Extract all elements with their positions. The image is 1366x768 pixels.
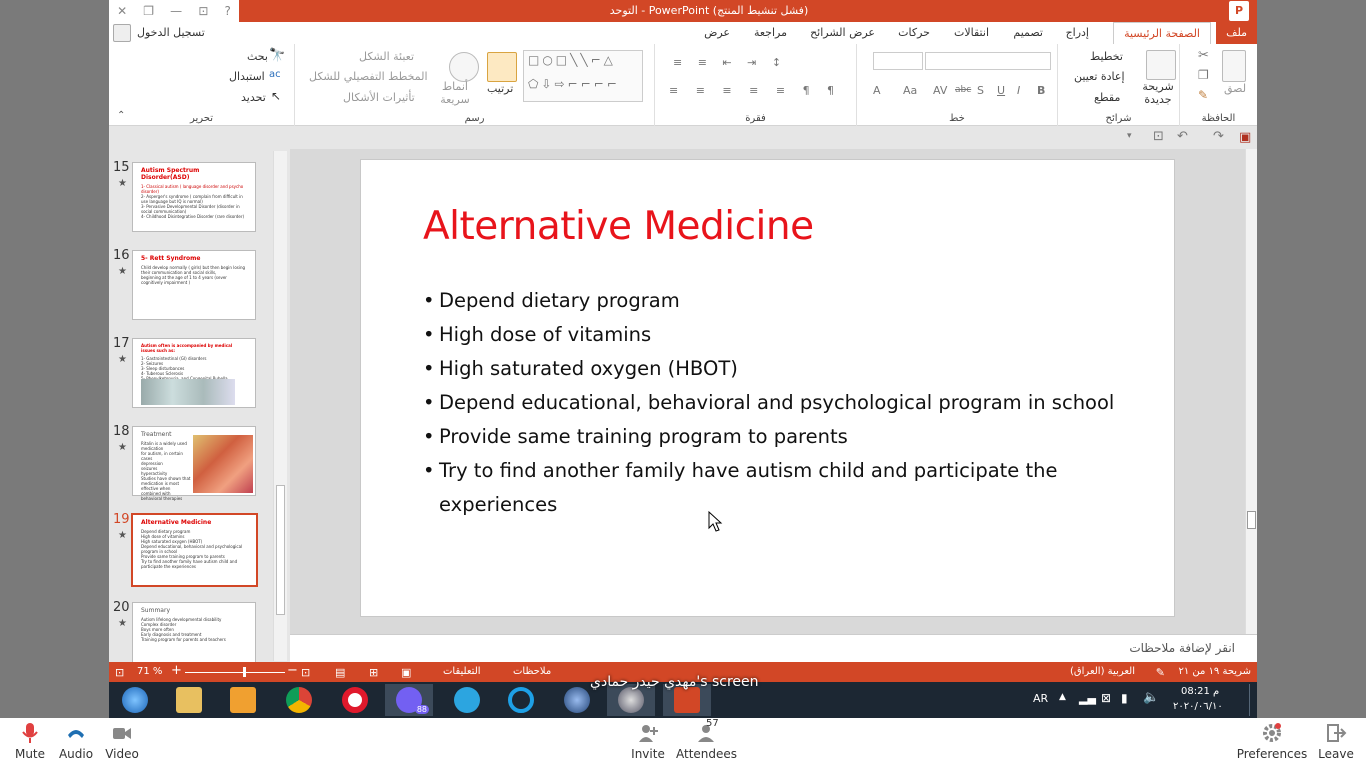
window-title: التوحد - PowerPoint (فشل تنشيط المنتج)	[609, 4, 809, 17]
tab-design[interactable]: تصميم	[1013, 26, 1043, 39]
thumbnail-photo	[193, 435, 253, 493]
signal-icon: ▂▄	[1079, 692, 1096, 705]
title-bar	[109, 0, 1257, 22]
copy-icon[interactable]: ❐	[1198, 68, 1209, 82]
taskbar-media-player[interactable]	[219, 684, 267, 716]
new-slide-button[interactable]: شريحة جديدة	[1142, 80, 1174, 106]
thumbnail-line: Try to find another family have autism child and participate the experiences	[141, 559, 238, 569]
change-case-icon[interactable]: Aa	[903, 84, 918, 97]
battery-icon[interactable]: ▮	[1121, 691, 1128, 705]
quick-styles-icon[interactable]	[449, 52, 479, 82]
arrange-icon[interactable]	[487, 52, 517, 82]
shape-icons-row2[interactable]: ⬠⇩⇨⌐⌐⌐⌐	[528, 77, 620, 91]
tab-transitions[interactable]: انتقالات	[954, 26, 989, 39]
thumbnail-line: Training program for parents and teachers	[141, 637, 226, 642]
input-language[interactable]: AR	[1033, 692, 1049, 705]
paste-button[interactable]: لصق	[1224, 82, 1247, 95]
section-button[interactable]: مقطع	[1094, 91, 1121, 104]
start-button[interactable]	[111, 684, 159, 716]
thumbnail-scrollbar[interactable]	[273, 151, 287, 661]
alignment-icons[interactable]: ≡ ≡ ≡ ≡ ≡ ¶ ¶	[669, 84, 842, 97]
tab-home[interactable]: الصفحة الرئيسية	[1113, 22, 1211, 44]
quick-styles-button[interactable]: أنماط سريعة	[440, 80, 470, 106]
clock-date[interactable]: ٢٠٢٠/٠٦/١٠	[1173, 701, 1223, 712]
powerpoint-window	[109, 0, 1257, 682]
taskbar-telegram[interactable]	[443, 684, 491, 716]
font-group-label: خط	[949, 113, 965, 124]
find-button[interactable]: بحث	[247, 50, 268, 63]
clipboard-group	[1179, 44, 1257, 126]
gear-icon	[1261, 722, 1283, 744]
shape-icons[interactable]: □○□╲╲⌐△	[528, 53, 616, 67]
tab-file[interactable]: ملف	[1216, 22, 1257, 44]
bold-icon[interactable]: B	[1037, 84, 1046, 97]
thumbnail-line: Depend educational, behavioral and psychological program in school	[141, 544, 243, 554]
zoom-slider-thumb[interactable]	[243, 667, 246, 677]
phone-icon	[65, 722, 87, 744]
invite-label: Invite	[631, 747, 665, 761]
thumbnail-line: beginning at the age of 1 to 4 years (sever cognitively impairment )	[141, 275, 227, 285]
microphone-icon	[19, 722, 41, 744]
mute-label: Mute	[14, 747, 46, 761]
arrange-button[interactable]: ترتيب	[487, 82, 514, 95]
slide-thumbnail-20[interactable]	[132, 602, 256, 664]
tab-review[interactable]: مراجعة	[753, 26, 787, 39]
screen-share-label: مهدي حيدر حمادي's screen	[590, 674, 759, 690]
notes-placeholder: انقر لإضافة ملاحظات	[1129, 641, 1235, 655]
tab-insert[interactable]: إدراج	[1065, 26, 1089, 39]
shape-fill-button[interactable]: تعبئة الشكل	[359, 50, 415, 63]
powerpoint-icon	[674, 687, 700, 713]
thumbnail-line: 3- Sleep disturbances	[141, 366, 185, 371]
attendees-button[interactable]	[676, 718, 738, 761]
slide-thumbnail-15[interactable]	[132, 162, 256, 232]
slide-number: 20	[113, 600, 130, 615]
add-person-icon	[637, 722, 659, 744]
thumbnail-line: Depend dietary program	[141, 529, 191, 534]
editing-group	[109, 44, 294, 126]
paragraph-group-label: فقرة	[745, 113, 766, 124]
attendee-count: 57	[706, 718, 719, 729]
restore-icon[interactable]: ❐	[143, 4, 155, 18]
thumbnail-title: 5- Rett Syndrome	[141, 255, 201, 262]
video-camera-icon	[111, 722, 133, 744]
preferences-label: Preferences	[1236, 747, 1308, 761]
thumbnail-title: Treatment	[141, 431, 172, 438]
ribbon-tab-row	[109, 22, 1257, 44]
thumbnail-line: Complex disorder	[141, 622, 177, 627]
leave-icon	[1325, 722, 1347, 744]
slides-group-label: شرائح	[1105, 113, 1132, 124]
thumbnail-line: Ritalin is a widely used medication	[141, 441, 187, 451]
thumbnail-line: Child develop normally ( girls) but then begin losing their communication and social skills,	[141, 265, 246, 275]
slide-title[interactable]: Alternative Medicine	[423, 204, 814, 249]
ribbon	[109, 44, 1257, 126]
thumbnail-line: 1- Gastrointestinal (GI) disorders	[141, 356, 207, 361]
slide-number: 17	[113, 336, 130, 351]
thumbnail-line: 4- Tuberous Sclerosis	[141, 371, 184, 376]
quick-access-toolbar	[109, 127, 1257, 149]
network-icon[interactable]: ⊠	[1101, 691, 1112, 705]
bullet-item: • Try to find another family have autism child and participate the experiences	[423, 454, 1163, 522]
underline-icon[interactable]: U	[997, 84, 1006, 97]
list-icons[interactable]: ≡ ≡ ⇤ ⇥ ↕	[673, 56, 788, 69]
tab-slideshow[interactable]: عرض الشرائح	[810, 26, 875, 39]
thumbnail-title: Summary	[141, 607, 170, 614]
show-hidden-icons-icon[interactable]: ▲	[1059, 692, 1066, 702]
thumbnail-line: Early diagnosis and treatment	[141, 632, 202, 637]
shadow-icon[interactable]: S	[977, 84, 984, 97]
comments-button[interactable]: التعليقات	[443, 666, 481, 677]
attendees-label: Attendees	[676, 747, 738, 761]
select-button[interactable]: تحديد	[241, 91, 266, 104]
slide-scrollbar[interactable]	[1245, 149, 1257, 634]
drawing-group	[294, 44, 654, 126]
clock-time[interactable]: 08:21 م	[1181, 686, 1220, 697]
format-painter-icon[interactable]: ✎	[1198, 88, 1209, 102]
viber-badge: 88	[416, 705, 427, 714]
slide-scroll-thumb[interactable]	[1247, 511, 1256, 529]
animation-star-icon: ★	[118, 530, 127, 541]
editing-group-label: تحرير	[189, 113, 214, 124]
bullet-item: • Provide same training program to parents	[423, 420, 1163, 454]
spell-check-icon[interactable]: ✎	[1155, 666, 1165, 679]
media-player-icon	[230, 687, 256, 713]
chrome-icon	[286, 687, 312, 713]
slide-thumbnail-pane	[109, 149, 289, 662]
customize-qat-icon[interactable]: ▾	[1127, 131, 1132, 141]
save-icon[interactable]: ▣	[1239, 130, 1252, 145]
language-indicator[interactable]: العربية (العراق)	[1069, 666, 1135, 677]
window-controls	[109, 0, 239, 22]
slide-thumbnail-16[interactable]	[132, 250, 256, 320]
thumbnail-title: Autism Spectrum Disorder(ASD)	[141, 167, 200, 181]
shape-outline-button[interactable]: المخطط التفصيلي للشكل	[309, 70, 428, 83]
thumbnail-line: Boys more often	[141, 627, 174, 632]
opera-icon	[342, 687, 368, 713]
folder-icon	[176, 687, 202, 713]
thumbnail-line: 2- Asperger's syndrome ( complain from difficult in use language but IQ is normal)	[141, 194, 243, 204]
close-icon[interactable]: ✕	[117, 4, 128, 18]
char-spacing-icon[interactable]: AV	[933, 84, 948, 97]
windows-logo-icon	[122, 687, 148, 713]
slide-number-current: 19	[113, 512, 130, 527]
help-icon[interactable]: ?	[224, 4, 231, 18]
thumbnail-line: Provide same training program to parents	[141, 554, 225, 559]
zoom-out-icon[interactable]: −	[287, 663, 298, 678]
animation-star-icon: ★	[118, 178, 127, 189]
zoom-level[interactable]: 71 %	[137, 666, 163, 677]
app-icon	[564, 687, 590, 713]
thumbnail-line: High dose of vitamins	[141, 534, 185, 539]
strikethrough-icon[interactable]: abc	[955, 85, 972, 95]
thumbnail-line: Studies have shown that medication is most effective when combined with behavioral therapies	[141, 476, 191, 501]
bullet-item: • Depend dietary program	[423, 284, 1163, 318]
animation-star-icon: ★	[118, 442, 127, 453]
notes-button[interactable]: ملاحظات	[513, 666, 552, 677]
zoom-in-icon[interactable]: +	[171, 663, 182, 678]
taskbar-explorer[interactable]	[165, 684, 213, 716]
show-desktop-button[interactable]	[1249, 684, 1255, 716]
start-slideshow-icon[interactable]: ⊡	[1153, 129, 1164, 144]
clipboard-group-label: الحافظة	[1201, 113, 1236, 124]
slide-sorter-icon[interactable]: ⊞	[369, 666, 379, 679]
italic-icon[interactable]: I	[1017, 84, 1021, 97]
slide-number: 18	[113, 424, 130, 439]
slide-count: شريحة ١٩ من ٢١	[1178, 666, 1251, 677]
shape-effects-button[interactable]: تأثيرات الأشكال	[343, 91, 415, 104]
slide-editor	[290, 149, 1245, 634]
fit-to-window-icon[interactable]: ⊡	[115, 666, 125, 679]
thumbnail-scroll-thumb[interactable]	[276, 485, 285, 615]
undo-icon[interactable]: ↶	[1177, 129, 1188, 144]
animation-star-icon: ★	[118, 266, 127, 277]
shapes-gallery[interactable]	[523, 50, 643, 102]
slide-number: 15	[113, 160, 130, 175]
mute-button[interactable]	[14, 722, 46, 761]
ribbon-display-icon[interactable]: ⊡	[198, 4, 209, 18]
user-avatar-icon	[113, 24, 131, 42]
replace-icon[interactable]: ac	[269, 69, 281, 80]
thumbnail-line: for autism, in certain cases	[141, 451, 183, 461]
audio-label: Audio	[58, 747, 94, 761]
taskbar-ie[interactable]	[497, 684, 545, 716]
drawing-group-label: رسم	[464, 113, 485, 124]
slideshow-view-icon[interactable]: ⊡	[301, 666, 311, 679]
taskbar-chrome[interactable]	[275, 684, 323, 716]
slide-thumbnail-18[interactable]	[132, 426, 256, 501]
meeting-toolbar	[0, 718, 1366, 768]
tab-animations[interactable]: حركات	[898, 26, 930, 39]
mouse-cursor-icon	[708, 511, 722, 533]
font-color-icon[interactable]: A	[873, 84, 881, 97]
preferences-button[interactable]	[1236, 722, 1308, 761]
invite-button[interactable]	[628, 722, 668, 761]
leave-button[interactable]	[1316, 722, 1356, 761]
slides-group	[1057, 44, 1179, 126]
volume-icon[interactable]: 🔈	[1143, 690, 1160, 705]
thumbnail-title: Autism often is accompanied by medical issues such as:	[141, 343, 233, 353]
thumbnail-photo	[141, 379, 235, 405]
tab-view[interactable]: عرض	[704, 26, 730, 39]
slide-bullet-list[interactable]	[423, 284, 1163, 522]
internet-explorer-icon	[508, 687, 534, 713]
video-label: Video	[105, 747, 139, 761]
paragraph-group	[654, 44, 856, 126]
thumbnail-line: seizures	[141, 466, 158, 471]
powerpoint-logo-icon: P	[1229, 1, 1249, 21]
thumbnail-line: Autism lifelong developmental disability	[141, 617, 222, 622]
collapse-ribbon-icon[interactable]: ⌃	[117, 110, 126, 121]
bullet-item: • High dose of vitamins	[423, 318, 1163, 352]
thumbnail-line: 2- Seizures	[141, 361, 164, 366]
new-slide-icon[interactable]	[1146, 50, 1176, 80]
taskbar-viber[interactable]	[385, 684, 433, 716]
audio-button[interactable]	[58, 722, 94, 761]
zoom-slider[interactable]	[185, 672, 285, 673]
bullet-item: • Depend educational, behavioral and psychological program in school	[423, 386, 1163, 420]
paste-icon[interactable]	[1222, 50, 1246, 82]
video-button[interactable]	[104, 722, 140, 761]
redo-icon[interactable]: ↷	[1213, 129, 1224, 144]
camera-icon	[618, 687, 644, 713]
sign-in-link[interactable]: تسجيل الدخول	[137, 26, 205, 39]
replace-button[interactable]: استبدال	[229, 70, 265, 83]
slide-canvas[interactable]	[360, 159, 1175, 617]
thumbnail-line: 1- Classical autism ( language disorder and psycho disorder)	[141, 184, 244, 194]
leave-label: Leave	[1318, 747, 1354, 761]
slide-number: 16	[113, 248, 130, 263]
thumbnail-line: 3- Pervasive Developmental Disorder (disorder in social communication)	[141, 204, 240, 214]
animation-star-icon: ★	[118, 354, 127, 365]
animation-star-icon: ★	[118, 618, 127, 629]
font-name-box[interactable]	[925, 52, 1051, 70]
thumbnail-line: High saturated oxygen (HBOT)	[141, 539, 203, 544]
thumbnail-line: 4- Childhood Disintegrative Disorder (rare disorder)	[141, 214, 245, 219]
layout-button[interactable]: تخطيط	[1090, 50, 1123, 63]
notes-pane[interactable]	[290, 634, 1257, 662]
slide-thumbnail-19-selected[interactable]	[131, 513, 258, 587]
thumbnail-title: Alternative Medicine	[141, 519, 212, 526]
thumbnail-line: depression	[141, 461, 163, 466]
find-icon[interactable]: 🔭	[269, 48, 286, 63]
slide-thumbnail-17[interactable]	[132, 338, 256, 408]
bullet-item: • High saturated oxygen (HBOT)	[423, 352, 1163, 386]
minimize-icon[interactable]: —	[170, 4, 183, 18]
telegram-icon	[454, 687, 480, 713]
taskbar-opera[interactable]	[331, 684, 379, 716]
font-group	[856, 44, 1057, 126]
reset-button[interactable]: إعادة تعيين	[1074, 70, 1125, 83]
reading-view-icon[interactable]: ▤	[335, 666, 346, 679]
cut-icon[interactable]: ✂	[1198, 48, 1209, 63]
thumbnail-line: hyperactivity	[141, 471, 168, 476]
select-icon[interactable]: ↖	[271, 89, 282, 103]
normal-view-icon[interactable]: ▣	[401, 666, 412, 679]
font-size-box[interactable]	[873, 52, 923, 70]
